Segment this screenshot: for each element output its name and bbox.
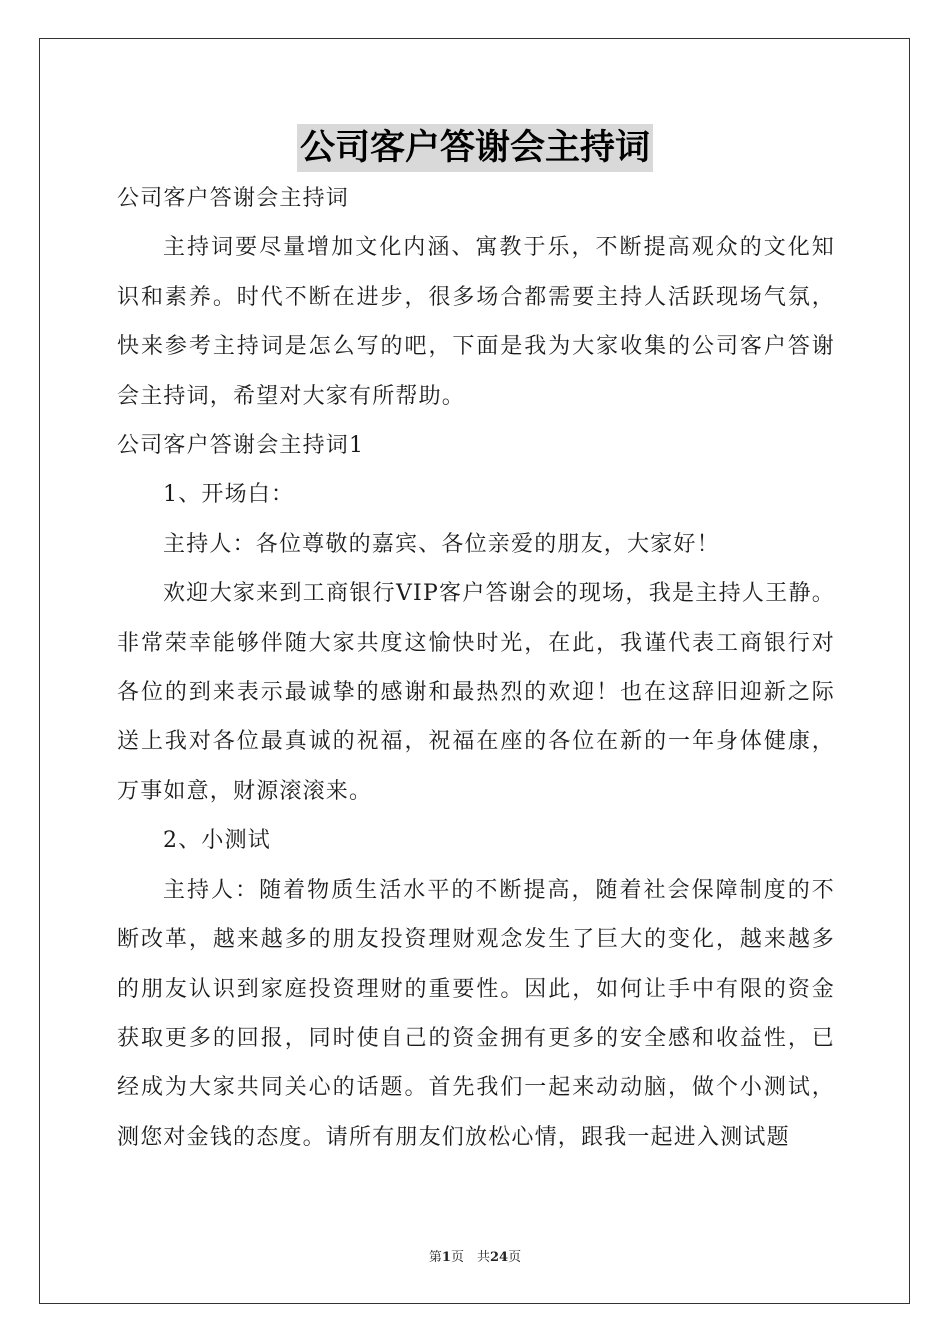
paragraph: 公司客户答谢会主持词1 bbox=[117, 433, 365, 459]
footer-prefix: 第 bbox=[428, 1250, 442, 1265]
paragraph: 2、小测试 bbox=[163, 828, 271, 854]
document-title: 公司客户答谢会主持词 bbox=[297, 124, 653, 172]
paragraph: 主持词要尽量增加文化内涵、寓教于乐，不断提高观众的文化知识和素养。时代不断在进步，很多场合都需要主持人活跃现场气氛，快来参考主持词是怎么写的吧，下面是我为大家收集的公司客户答谢会主持词，希望对大家有所帮助。 bbox=[117, 235, 835, 409]
paragraph: 主持人：随着物质生活水平的不断提高，随着社会保障制度的不断改革，越来越多的朋友投资理财观念发生了巨大的变化，越来越多的朋友认识到家庭投资理财的重要性。因此，如何让手中有限的资金获取更多的回报，同时使自己的资金拥有更多的安全感和收益性，已经成为大家共同关心的话题。首先我们一起来动动脑，做个小测试，测您对金钱的态度。请所有朋友们放松心情，跟我一起进入测试题 bbox=[117, 877, 835, 1150]
footer-total-pages: 24 bbox=[489, 1250, 509, 1265]
paragraph: 公司客户答谢会主持词 bbox=[117, 186, 350, 211]
document-body bbox=[117, 174, 835, 1162]
page-footer bbox=[0, 1246, 950, 1265]
footer-page-number: 1 bbox=[441, 1250, 451, 1265]
title-container bbox=[0, 124, 950, 172]
paragraph: 欢迎大家来到工商银行VIP客户答谢会的现场，我是主持人王静。非常荣幸能够伴随大家共度这愉快时光，在此，我谨代表工商银行对各位的到来表示最诚挚的感谢和最热烈的欢迎！也在这辞旧迎新之际送上我对各位最真诚的祝福，祝福在座的各位在新的一年身体健康，万事如意，财源滚滚来。 bbox=[117, 581, 835, 804]
footer-suffix: 页 bbox=[508, 1250, 522, 1265]
paragraph: 主持人：各位尊敬的嘉宾、各位亲爱的朋友，大家好！ bbox=[163, 531, 720, 557]
paragraph: 1、开场白： bbox=[163, 482, 295, 508]
footer-middle: 页 共 bbox=[450, 1250, 490, 1265]
